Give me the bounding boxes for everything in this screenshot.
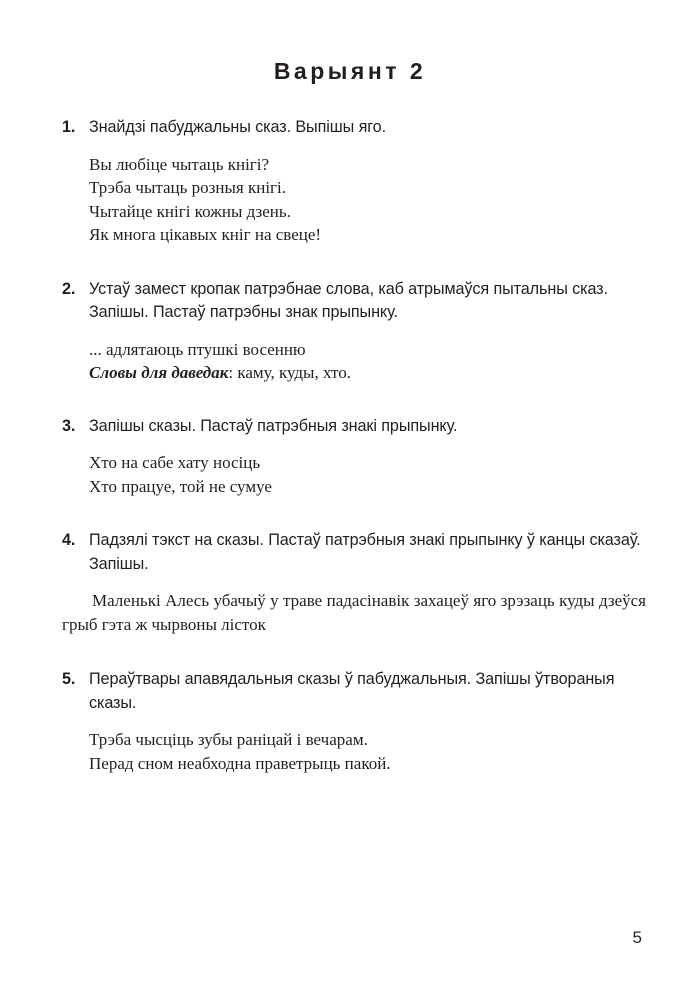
- exercise-2-body: [62, 338, 648, 385]
- exercise-2-hint-line: [89, 361, 648, 385]
- exercise-2-line-1: ... адлятаюць птушкі восенню: [89, 339, 306, 359]
- exercise-2-number: 2.: [62, 279, 76, 298]
- exercise-1-instruction-text: Знайдзі пабуджальны сказ. Выпішы яго.: [89, 118, 386, 136]
- page-title: Варыянт 2: [273, 58, 427, 84]
- exercise-1-line-1: Вы любіце чытаць кнігі?: [89, 154, 270, 174]
- exercise-2-hint-label: Словы для даведак: [89, 363, 229, 382]
- exercise-3: [62, 415, 648, 499]
- exercise-3-instruction-text: Запішы сказы. Пастаў патрэбныя знакі прыпынку.: [89, 416, 458, 435]
- exercises-container: [0, 116, 700, 775]
- exercise-4-paragraph: Маленькі Алесь убачыў у траве падасінавік захацеў яго зрэзаць куды дзеўся грыб гэта ж чырвоны лісток: [62, 591, 646, 634]
- exercise-3-number: 3.: [62, 416, 76, 435]
- exercise-1-line-2: Трэба чытаць розныя кнігі.: [89, 178, 286, 197]
- exercise-1-body: [62, 153, 648, 247]
- exercise-5: [62, 668, 648, 775]
- exercise-4-body: [62, 589, 648, 636]
- exercise-5-instruction: [62, 668, 648, 715]
- exercise-5-line-1: Трэба чысціць зубы раніцай і вечарам.: [89, 730, 368, 749]
- exercise-1-instruction: [62, 116, 648, 140]
- exercise-2-instruction: [62, 278, 648, 325]
- exercise-5-instruction-text: Пераўтвары апавядальныя сказы ў пабуджальныя. Запішы ўтвораныя сказы.: [89, 670, 615, 712]
- exercise-4-number: 4.: [62, 531, 76, 549]
- exercise-3-line-2: Хто працуе, той не сумуе: [89, 476, 272, 496]
- exercise-3-instruction: [62, 415, 648, 439]
- exercise-2: [62, 278, 648, 385]
- exercise-1-number: 1.: [62, 118, 76, 136]
- exercise-1: [62, 116, 648, 247]
- exercise-4: [62, 529, 648, 636]
- exercise-1-line-3: Чытайце кнігі кожны дзень.: [89, 201, 291, 221]
- exercise-4-instruction-text: Падзялі тэкст на сказы. Пастаў патрэбныя знакі прыпынку ў канцы сказаў. Запішы.: [89, 531, 641, 573]
- exercise-4-instruction: [62, 529, 648, 576]
- exercise-5-line-2: Перад сном неабходна праветрыць пакой.: [89, 753, 391, 773]
- exercise-1-line-4: Як многа цікавых кніг на свеце!: [89, 225, 322, 244]
- exercise-3-body: [62, 451, 648, 498]
- exercise-2-instruction-text: Устаў замест кропак патрэбнае слова, каб атрымаўся пытальны сказ. Запішы. Пастаў патрэбны знак прыпынку.: [89, 279, 608, 321]
- exercise-3-line-1: Хто на сабе хату носіць: [89, 453, 261, 472]
- exercise-5-body: [62, 728, 648, 775]
- page-number: 5: [632, 928, 642, 947]
- exercise-5-number: 5.: [62, 670, 76, 688]
- exercise-2-hint-words: : каму, куды, хто.: [228, 363, 352, 382]
